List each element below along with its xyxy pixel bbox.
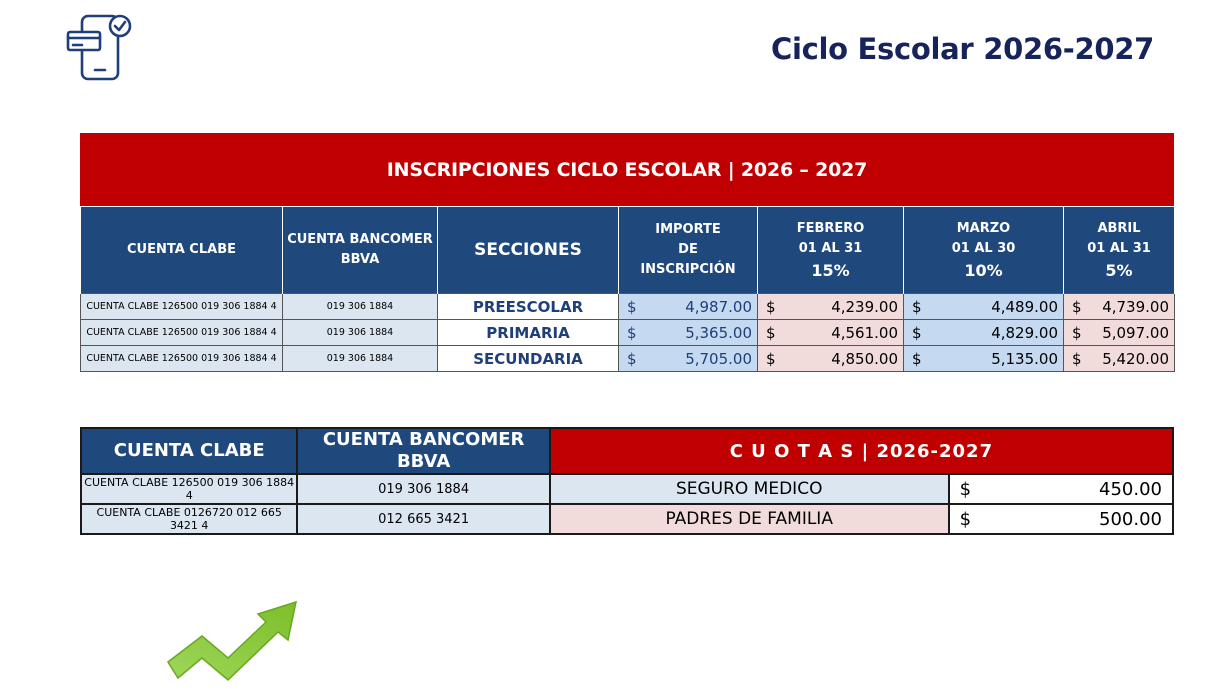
currency-symbol: $ bbox=[627, 349, 637, 368]
amount: 5,705.00 bbox=[685, 349, 752, 368]
bancomer-cell: 012 665 3421 bbox=[297, 504, 549, 534]
importe-cell bbox=[619, 294, 758, 320]
clabe-cell: CUENTA CLABE 126500 019 306 1884 4 bbox=[81, 474, 297, 504]
seccion-cell: SECUNDARIA bbox=[438, 346, 619, 372]
amount: 4,987.00 bbox=[685, 297, 752, 316]
clabe-cell: CUENTA CLABE 0126720 012 665 3421 4 bbox=[81, 504, 297, 534]
currency-symbol: $ bbox=[766, 349, 776, 368]
table-row bbox=[81, 474, 1173, 504]
currency-symbol: $ bbox=[1072, 323, 1082, 342]
amount: 500.00 bbox=[1099, 508, 1162, 530]
clabe-cell: CUENTA CLABE 126500 019 306 1884 4 bbox=[81, 294, 283, 320]
febrero-cell bbox=[758, 320, 904, 346]
bancomer-cell: 019 306 1884 bbox=[283, 294, 438, 320]
currency-symbol: $ bbox=[627, 297, 637, 316]
mobile-payment-icon bbox=[64, 12, 136, 82]
amount: 4,850.00 bbox=[831, 349, 898, 368]
cuotas-col-cuenta-bancomer: CUENTA BANCOMER BBVA bbox=[297, 428, 549, 474]
clabe-cell: CUENTA CLABE 126500 019 306 1884 4 bbox=[81, 346, 283, 372]
amount: 4,489.00 bbox=[991, 297, 1058, 316]
importe-cell bbox=[619, 346, 758, 372]
inscripciones-table bbox=[80, 133, 1174, 372]
amount: 5,420.00 bbox=[1102, 349, 1169, 368]
currency-symbol: $ bbox=[912, 349, 922, 368]
trend-up-arrow-icon bbox=[166, 600, 298, 682]
bancomer-cell: 019 306 1884 bbox=[283, 320, 438, 346]
seccion-cell: PRIMARIA bbox=[438, 320, 619, 346]
clabe-cell: CUENTA CLABE 126500 019 306 1884 4 bbox=[81, 320, 283, 346]
col-importe: IMPORTE DE INSCRIPCIÓN bbox=[619, 207, 758, 294]
amount: 4,561.00 bbox=[831, 323, 898, 342]
col-abril: ABRIL 01 AL 31 5% bbox=[1064, 207, 1175, 294]
importe-cell bbox=[619, 320, 758, 346]
col-marzo: MARZO 01 AL 30 10% bbox=[904, 207, 1064, 294]
amount: 5,365.00 bbox=[685, 323, 752, 342]
abril-cell bbox=[1064, 320, 1175, 346]
monto-cell bbox=[949, 504, 1173, 534]
marzo-cell bbox=[904, 346, 1064, 372]
concepto-cell: PADRES DE FAMILIA bbox=[550, 504, 949, 534]
currency-symbol: $ bbox=[627, 323, 637, 342]
febrero-cell bbox=[758, 294, 904, 320]
col-secciones: SECCIONES bbox=[438, 207, 619, 294]
bancomer-cell: 019 306 1884 bbox=[297, 474, 549, 504]
monto-cell bbox=[949, 474, 1173, 504]
amount: 5,097.00 bbox=[1102, 323, 1169, 342]
cuotas-title: C U O T A S | 2026-2027 bbox=[550, 428, 1173, 474]
cuotas-table bbox=[80, 427, 1174, 535]
currency-symbol: $ bbox=[959, 508, 972, 530]
amount: 4,739.00 bbox=[1102, 297, 1169, 316]
amount: 5,135.00 bbox=[991, 349, 1058, 368]
col-cuenta-clabe: CUENTA CLABE bbox=[81, 207, 283, 294]
currency-symbol: $ bbox=[1072, 349, 1082, 368]
table-row bbox=[81, 504, 1173, 534]
currency-symbol: $ bbox=[912, 297, 922, 316]
table-row bbox=[81, 346, 1175, 372]
currency-symbol: $ bbox=[766, 323, 776, 342]
abril-cell bbox=[1064, 294, 1175, 320]
seccion-cell: PREESCOLAR bbox=[438, 294, 619, 320]
currency-symbol: $ bbox=[1072, 297, 1082, 316]
bancomer-cell: 019 306 1884 bbox=[283, 346, 438, 372]
col-cuenta-bancomer: CUENTA BANCOMER BBVA bbox=[283, 207, 438, 294]
currency-symbol: $ bbox=[959, 478, 972, 500]
amount: 4,829.00 bbox=[991, 323, 1058, 342]
col-febrero: FEBRERO 01 AL 31 15% bbox=[758, 207, 904, 294]
currency-symbol: $ bbox=[766, 297, 776, 316]
marzo-cell bbox=[904, 294, 1064, 320]
table-row bbox=[81, 294, 1175, 320]
currency-symbol: $ bbox=[912, 323, 922, 342]
table-row bbox=[81, 320, 1175, 346]
amount: 4,239.00 bbox=[831, 297, 898, 316]
febrero-cell bbox=[758, 346, 904, 372]
concepto-cell: SEGURO MEDICO bbox=[550, 474, 949, 504]
page-title: Ciclo Escolar 2026-2027 bbox=[770, 32, 1154, 66]
abril-cell bbox=[1064, 346, 1175, 372]
cuotas-col-cuenta-clabe: CUENTA CLABE bbox=[81, 428, 297, 474]
marzo-cell bbox=[904, 320, 1064, 346]
inscripciones-title: INSCRIPCIONES CICLO ESCOLAR | 2026 – 2027 bbox=[80, 133, 1174, 206]
amount: 450.00 bbox=[1099, 478, 1162, 500]
